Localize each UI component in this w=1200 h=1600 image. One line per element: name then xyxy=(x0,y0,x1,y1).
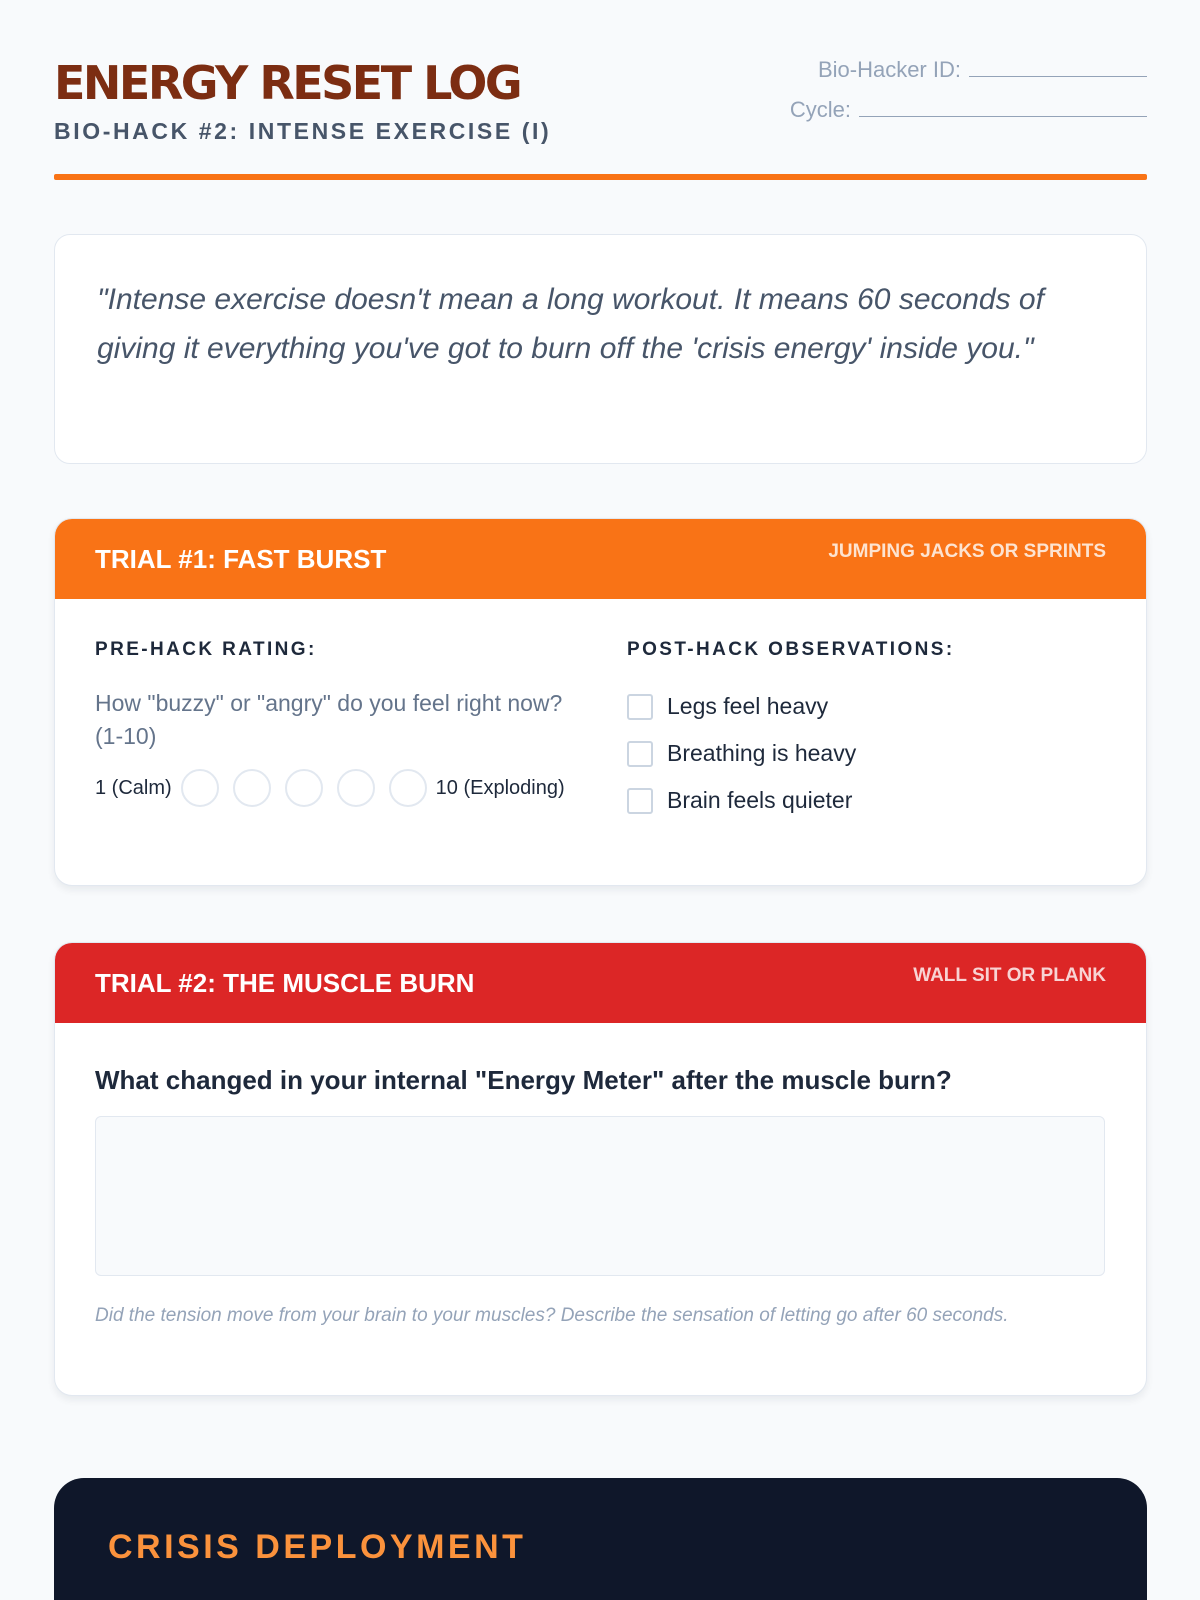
cycle-label: Cycle: xyxy=(789,97,851,122)
trial-2-question: What changed in your internal "Energy Meter" after the muscle burn? xyxy=(95,1065,952,1095)
bio-hacker-id-label: Bio-Hacker ID: xyxy=(817,57,961,82)
trial-1-title: TRIAL #1: FAST BURST xyxy=(95,544,387,574)
rating-option-1[interactable] xyxy=(181,769,219,807)
pre-hack-label: PRE-HACK RATING: xyxy=(95,639,317,660)
rating-option-5[interactable] xyxy=(389,769,427,807)
rating-option-2[interactable] xyxy=(233,769,271,807)
trial-2-header xyxy=(55,943,1146,1023)
trial-1-tag: JUMPING JACKS OR SPRINTS xyxy=(828,541,1106,562)
quote-card xyxy=(54,234,1147,464)
scale-max-label: 10 (Exploding) xyxy=(435,776,565,799)
trial-2-card xyxy=(54,942,1147,1396)
trial-1-header xyxy=(55,519,1146,599)
rating-option-4[interactable] xyxy=(337,769,375,807)
observation-item[interactable] xyxy=(627,683,1106,730)
cycle-field[interactable] xyxy=(859,97,1147,117)
rating-scale xyxy=(95,769,627,807)
energy-meter-answer-field[interactable] xyxy=(95,1116,1105,1276)
trial-2-title: TRIAL #2: THE MUSCLE BURN xyxy=(95,968,475,998)
trial-2-hint: Did the tension move from your brain to your muscles? Describe the sensation of letting go after 60 seconds. xyxy=(95,1305,1009,1326)
scale-min-label: 1 (Calm) xyxy=(95,776,172,799)
observation-label: Brain feels quieter xyxy=(667,787,853,813)
pre-hack-section xyxy=(95,639,627,824)
observation-label: Breathing is heavy xyxy=(667,740,857,766)
page-title: ENERGY RESET LOG xyxy=(54,56,521,110)
observation-label: Legs feel heavy xyxy=(667,693,829,719)
crisis-deployment-title: CRISIS DEPLOYMENT xyxy=(108,1528,527,1566)
cycle-row xyxy=(790,96,1147,136)
observation-item[interactable] xyxy=(627,777,1106,824)
observation-checkbox[interactable] xyxy=(627,741,653,767)
post-hack-label: POST-HACK OBSERVATIONS: xyxy=(627,639,955,660)
meta-fields xyxy=(790,56,1147,136)
pre-hack-prompt: How "buzzy" or "angry" do you feel right now? (1-10) xyxy=(95,690,563,749)
crisis-deployment-section xyxy=(54,1478,1147,1600)
post-hack-section xyxy=(627,639,1106,824)
bio-hacker-id-field[interactable] xyxy=(969,57,1147,77)
page-subtitle: BIO-HACK #2: INTENSE EXERCISE (I) xyxy=(54,118,552,144)
header-divider xyxy=(54,174,1147,180)
trial-2-tag: WALL SIT OR PLANK xyxy=(913,965,1106,986)
observation-item[interactable] xyxy=(627,730,1106,777)
bio-hacker-id-row xyxy=(790,56,1147,96)
observation-checkbox[interactable] xyxy=(627,788,653,814)
observation-checkbox[interactable] xyxy=(627,694,653,720)
quote-text: "Intense exercise doesn't mean a long workout. It means 60 seconds of giving it everything you've got to burn off the 'crisis energy' inside you." xyxy=(97,283,1044,365)
header xyxy=(54,56,1147,180)
trial-1-card xyxy=(54,518,1147,886)
rating-option-3[interactable] xyxy=(285,769,323,807)
